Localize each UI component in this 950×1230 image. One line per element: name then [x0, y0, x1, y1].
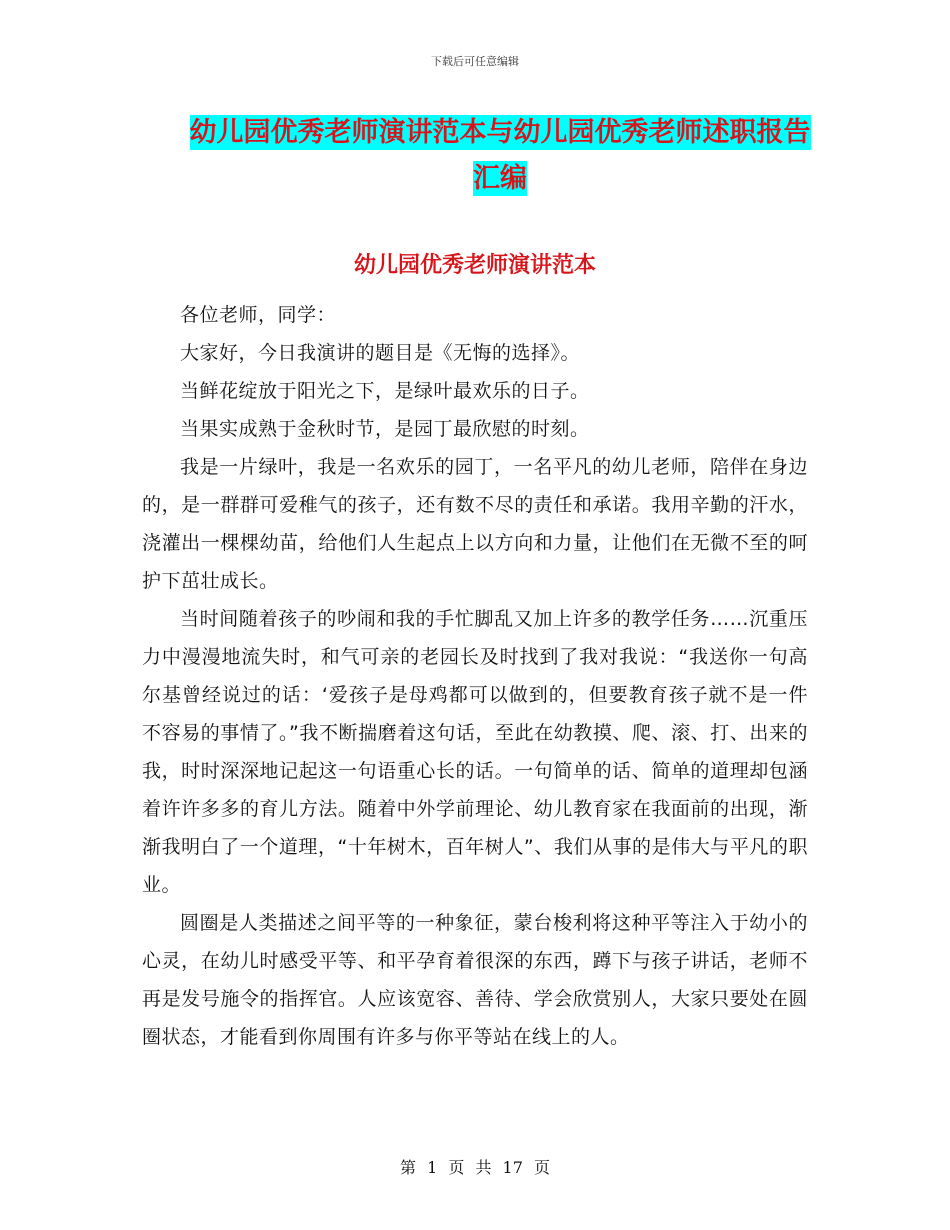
paragraph-circle: 圆圈是人类描述之间平等的一种象征，蒙台梭利将这种平等注入于幼小的心灵，在幼儿时感受平等、和平孕育着很深的东西，蹲下与孩子讲话，老师不再是发号施令的指挥官。人应该宽容、善待、学会欣赏别人，大家只要处在圆圈状态，才能看到你周围有许多与你平等站在线上的人。 — [142, 912, 808, 1048]
paragraph-time: 当时间随着孩子的吵闹和我的手忙脚乱又加上许多的教学任务……沉重压力中漫漫地流失时，和气可亲的老园长及时找到了我对我说：“我送你一句高尔基曾经说过的话：‘爱孩子是母鸡都可以做到的，但要教育孩子就不是一件不容易的事情了。”我不断揣磨着这句话，至此在幼教摸、爬、滚、打、出来的我，时时深深地记起这一句语重心长的话。一句简单的话、简单的道理却包涵着许许多多的育儿方法。随着中外学前理论、幼儿教育家在我面前的出现，渐渐我明白了一个道理，“十年树木，百年树人”、我们从事的是伟大与平凡的职业。 — [142, 608, 808, 896]
paragraph-salutation: 各位老师，同学： — [180, 304, 337, 326]
document-title-line-1: 幼儿园优秀老师演讲范本与幼儿园优秀老师述职报告 — [189, 117, 811, 148]
paragraph-flowers: 当鲜花绽放于阳光之下，是绿叶最欢乐的日子。 — [180, 380, 590, 402]
paragraph-greeting: 大家好，今日我演讲的题目是《无悔的选择》。 — [180, 342, 581, 364]
header-note: 下载后可任意编辑 — [431, 55, 519, 68]
page-number: 第 1 页 共 17 页 — [400, 1158, 550, 1177]
document-title — [170, 110, 830, 202]
paragraph-fruits: 当果实成熟于金秋时节，是园丁最欣慰的时刻。 — [180, 418, 590, 440]
section-title: 幼儿园优秀老师演讲范本 — [353, 253, 596, 278]
paragraph-green-leaf: 我是一片绿叶，我是一名欢乐的园丁，一名平凡的幼儿老师，陪伴在身边的，是一群群可爱稚气的孩子，还有数不尽的责任和承诺。我用辛勤的汗水，浇灌出一棵棵幼苗，给他们人生起点上以方向和力量，让他们在无微不至的呵护下茁壮成长。 — [142, 456, 808, 592]
document-title-line-2: 汇编 — [473, 163, 527, 194]
document-body — [142, 296, 808, 1056]
